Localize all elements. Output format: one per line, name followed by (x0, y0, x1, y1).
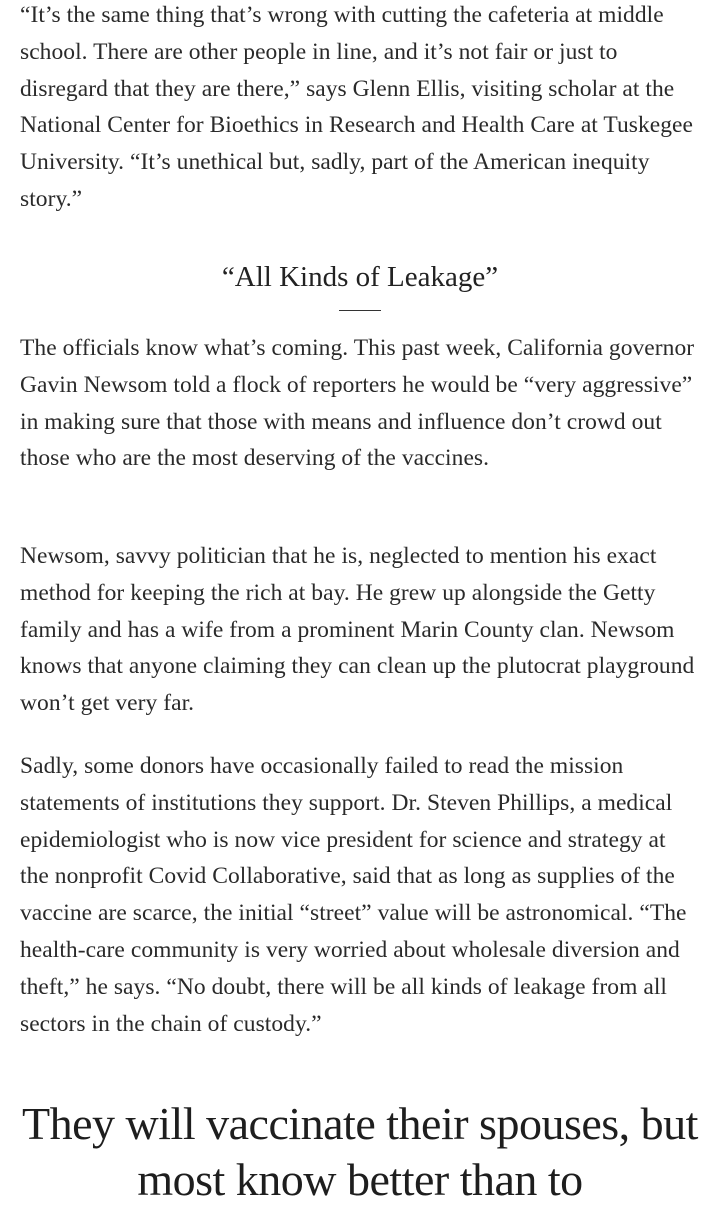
paragraph-newsom-method: Newsom, savvy politician that he is, neglected to mention his exact method for keeping the rich at bay. He grew up alongside the Getty family and has a wife from a prominent Marin County clan. Newsom knows that anyone claiming they can clean up the plutocrat playground won’t get very far. (20, 543, 695, 717)
paragraph-newsom: The officials know what’s coming. This past week, California governor Gavin Newsom told a flock of reporters he would be “very aggressive” in making sure that those with means and influence don’t crowd out those who are the most deserving of the vaccines. (20, 335, 695, 472)
section-divider (339, 310, 381, 311)
paragraph-ellis-quote: “It’s the same thing that’s wrong with cutting the cafeteria at middle school. There are other people in line, and it’s not fair or just to disregard that they are there,” says Glenn Ellis, visiting scholar at the National Center for Bioethics in Research and Health Care at Tuskegee University. “It’s unethical but, sadly, part of the American inequity story.” (20, 2, 694, 212)
section-heading: “All Kinds of Leakage” (221, 261, 499, 293)
pull-quote: They will vaccinate their spouses, but most know better than to (22, 1098, 698, 1205)
paragraph-phillips-quote: Sadly, some donors have occasionally failed to read the mission statements of institutions they support. Dr. Steven Phillips, a medical epidemiologist who is now vice president for science and strategy at the nonprofit Covid Collaborative, said that as long as supplies of the vaccine are scarce, the initial “street” value will be astronomical. “The health-care community is very worried about wholesale diversion and theft,” he says. “No doubt, there will be all kinds of leakage from all sectors in the chain of custody.” (20, 753, 687, 1037)
